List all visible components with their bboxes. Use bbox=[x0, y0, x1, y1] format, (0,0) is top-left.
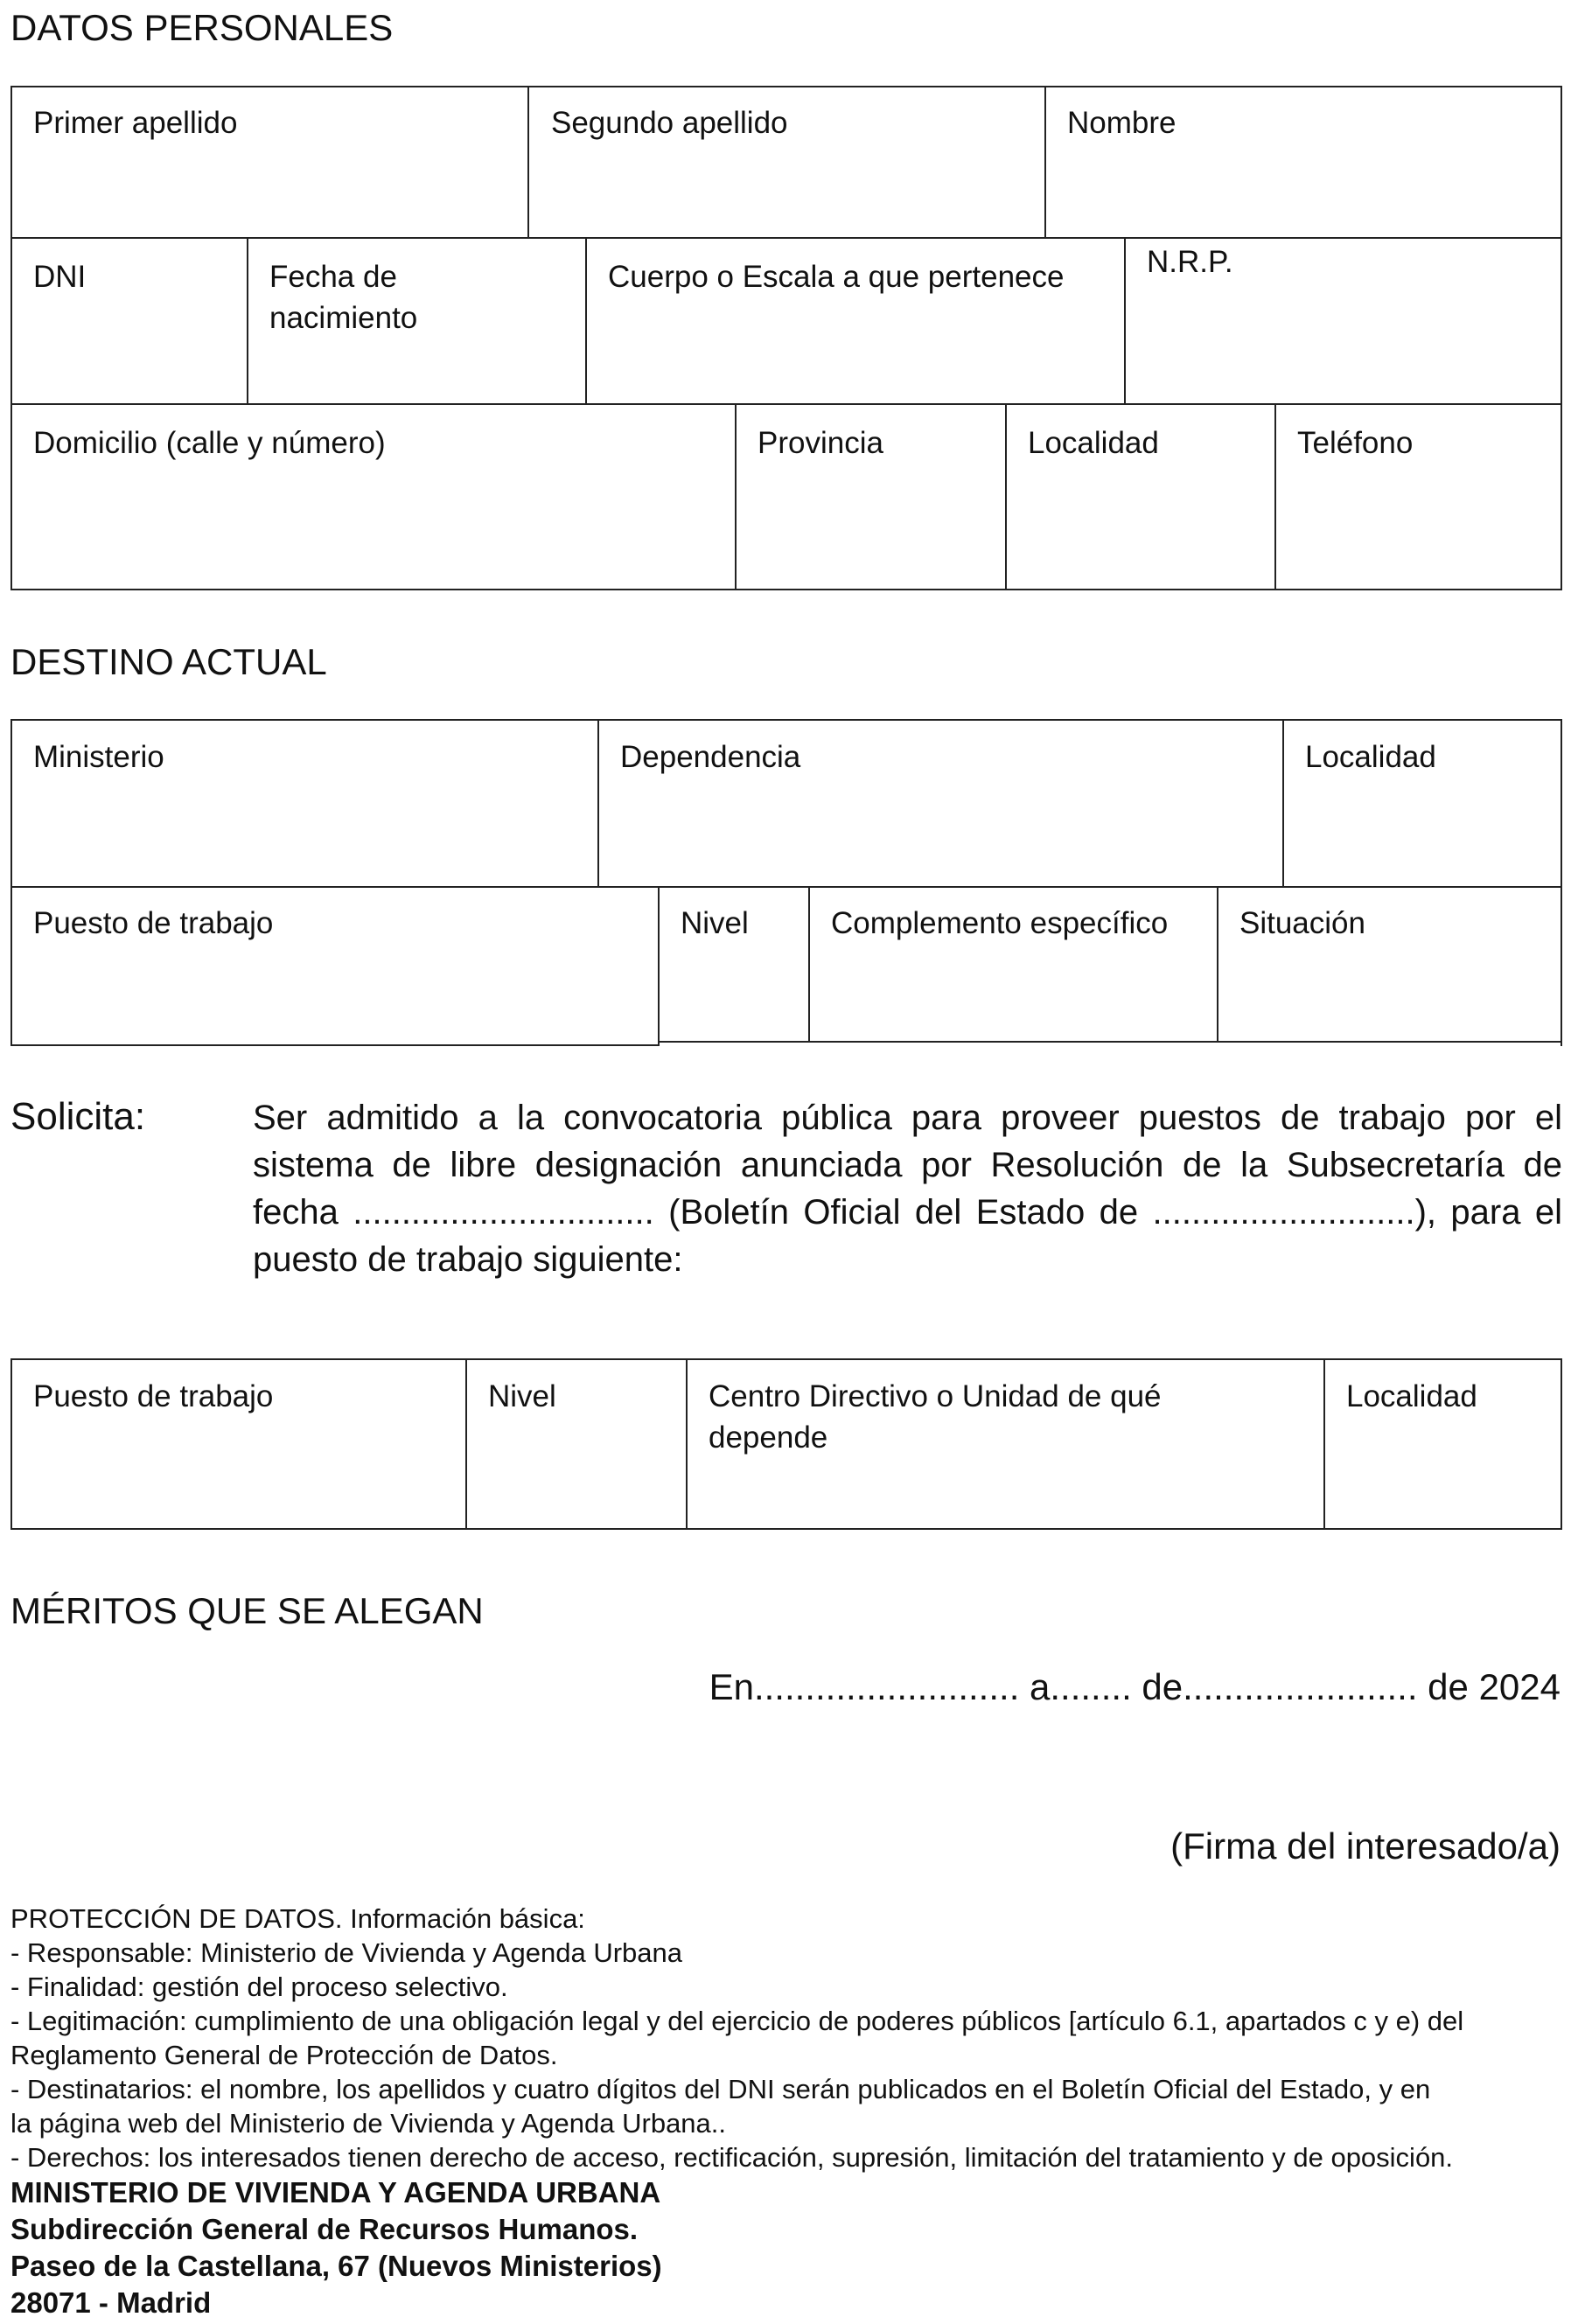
col-divider bbox=[735, 403, 737, 590]
section-title-datos-personales: DATOS PERSONALES bbox=[10, 7, 394, 48]
field-cuerpo-escala[interactable]: Cuerpo o Escala a que pertenece bbox=[608, 260, 1065, 294]
date-line: En.......................... a........ de....................... de 2024 bbox=[709, 1666, 1561, 1707]
fecha-nacimiento-line2: nacimiento bbox=[269, 301, 418, 335]
section-title-destino-actual: DESTINO ACTUAL bbox=[10, 641, 327, 682]
solicita-label: Solicita: bbox=[10, 1095, 146, 1138]
field-dependencia[interactable]: Dependencia bbox=[620, 740, 801, 774]
row-divider bbox=[10, 237, 1562, 239]
pd-line: PROTECCIÓN DE DATOS. Información básica: bbox=[10, 1903, 585, 1934]
col-divider bbox=[527, 86, 529, 239]
field-localidad[interactable]: Localidad bbox=[1028, 426, 1159, 460]
field-nivel[interactable]: Nivel bbox=[681, 906, 749, 940]
field-primer-apellido[interactable]: Primer apellido bbox=[33, 106, 238, 140]
col-divider bbox=[597, 719, 599, 888]
address-line: MINISTERIO DE VIVIENDA Y AGENDA URBANA bbox=[10, 2176, 661, 2209]
row-divider bbox=[10, 403, 1562, 405]
address-line: 28071 - Madrid bbox=[10, 2286, 212, 2319]
col-divider bbox=[1274, 403, 1276, 590]
col-divider bbox=[247, 237, 248, 405]
col-divider bbox=[658, 886, 660, 1044]
row2-right-border bbox=[1561, 886, 1562, 1046]
pd-line: Reglamento General de Protección de Datos. bbox=[10, 2040, 558, 2070]
row2-left-border bbox=[10, 886, 12, 1046]
col-divider bbox=[1217, 886, 1218, 1043]
row2-bottom-left bbox=[10, 1044, 660, 1046]
pd-line: - Finalidad: gestión del proceso selectivo. bbox=[10, 1972, 508, 2002]
col-divider bbox=[1282, 719, 1284, 888]
field-req-nivel[interactable]: Nivel bbox=[488, 1379, 556, 1413]
centro-line1: Centro Directivo o Unidad de qué bbox=[709, 1379, 1162, 1413]
field-destino-localidad[interactable]: Localidad bbox=[1305, 740, 1436, 774]
field-domicilio[interactable]: Domicilio (calle y número) bbox=[33, 426, 386, 460]
address-line: Subdirección General de Recursos Humanos. bbox=[10, 2213, 639, 2245]
field-complemento-especifico[interactable]: Complemento específico bbox=[831, 906, 1169, 940]
pd-line: - Destinatarios: el nombre, los apellidos y cuatro dígitos del DNI serán publicados en el Boletín Oficial del Estado, y en bbox=[10, 2074, 1431, 2104]
col-divider bbox=[1124, 237, 1126, 405]
pd-line: - Derechos: los interesados tienen derecho de acceso, rectificación, supresión, limitación del tratamiento y de oposición. bbox=[10, 2142, 1454, 2173]
col-divider bbox=[686, 1358, 688, 1530]
col-divider bbox=[465, 1358, 467, 1530]
data-protection-notice bbox=[10, 1902, 1568, 2174]
ministry-address bbox=[10, 2174, 662, 2321]
personal-table-frame bbox=[10, 86, 1562, 590]
pd-line: - Responsable: Ministerio de Vivienda y Agenda Urbana bbox=[10, 1937, 683, 1968]
field-nrp[interactable]: N.R.P. bbox=[1147, 245, 1233, 279]
field-provincia[interactable]: Provincia bbox=[758, 426, 883, 460]
fecha-nacimiento-line1: Fecha de bbox=[269, 260, 397, 294]
field-req-puesto[interactable]: Puesto de trabajo bbox=[33, 1379, 274, 1413]
field-puesto-trabajo[interactable]: Puesto de trabajo bbox=[33, 906, 274, 940]
solicita-text: Ser admitido a la convocatoria pública para proveer puestos de trabajo por el sistema de libre designación anunciada por Resolución de la Subsecretaría de fecha ............................... (Boletín Oficial del Estado de ...........................), para el puesto de trabajo siguiente: bbox=[253, 1099, 1562, 1279]
col-divider bbox=[808, 886, 810, 1043]
address-line: Paseo de la Castellana, 67 (Nuevos Ministerios) bbox=[10, 2250, 662, 2282]
field-segundo-apellido[interactable]: Segundo apellido bbox=[551, 106, 788, 140]
field-telefono[interactable]: Teléfono bbox=[1297, 426, 1414, 460]
row2-bottom-right bbox=[658, 1041, 1562, 1043]
col-divider bbox=[585, 237, 587, 405]
pd-line: - Legitimación: cumplimiento de una obligación legal y del ejercicio de poderes públicos [artículo 6.1, apartados c y e) del bbox=[10, 2006, 1464, 2036]
pd-line: la página web del Ministerio de Vivienda y Agenda Urbana.. bbox=[10, 2108, 727, 2139]
col-divider bbox=[1323, 1358, 1325, 1530]
field-dni[interactable]: DNI bbox=[33, 260, 87, 294]
field-nombre[interactable]: Nombre bbox=[1067, 106, 1177, 140]
col-divider bbox=[1044, 86, 1046, 239]
centro-line2: depende bbox=[709, 1420, 828, 1455]
col-divider bbox=[1005, 403, 1007, 590]
field-situacion[interactable]: Situación bbox=[1239, 906, 1365, 940]
field-req-localidad[interactable]: Localidad bbox=[1346, 1379, 1477, 1413]
signature-label: (Firma del interesado/a) bbox=[1170, 1825, 1561, 1867]
field-ministerio[interactable]: Ministerio bbox=[33, 740, 164, 774]
section-title-meritos: MÉRITOS QUE SE ALEGAN bbox=[10, 1590, 484, 1631]
